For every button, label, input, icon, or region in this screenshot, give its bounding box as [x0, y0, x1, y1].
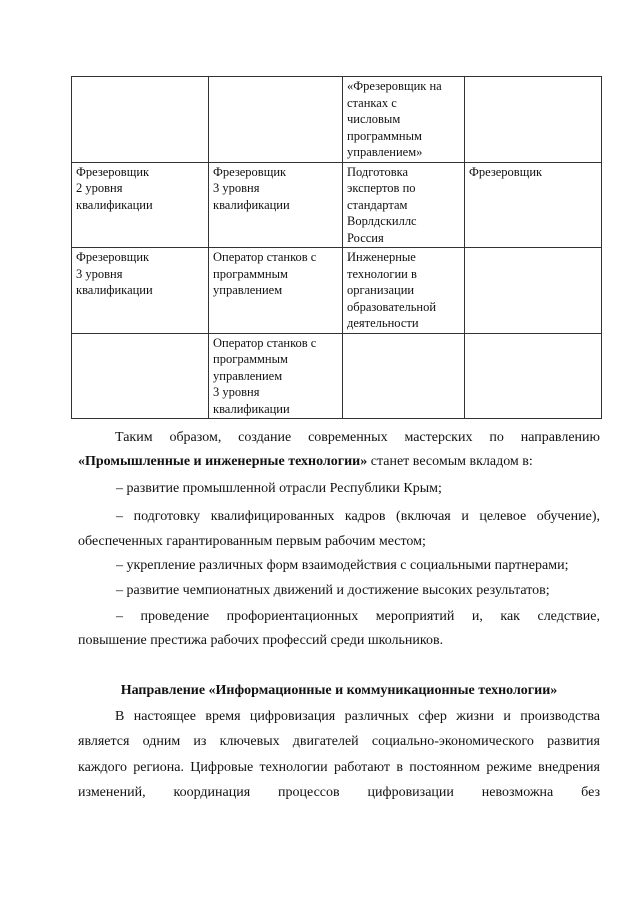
- table-row: [72, 333, 602, 419]
- table-cell: [343, 248, 465, 334]
- cell-line: Оператор станков с: [213, 335, 317, 350]
- table-cell: [343, 77, 465, 163]
- table-cell: [465, 162, 602, 248]
- table-row: [72, 162, 602, 248]
- table-cell: [343, 162, 465, 248]
- bullet-item: – укрепление различных форм взаимодействия с социальными партнерами;: [116, 558, 569, 573]
- cell-line: управлением»: [347, 145, 423, 159]
- table-cell: [209, 333, 343, 419]
- table-cell: [209, 162, 343, 248]
- cell-line: Фрезеровщик: [213, 164, 287, 179]
- cell-line: управлением: [213, 283, 283, 297]
- cell-line: 3 уровня: [213, 385, 260, 399]
- cell-line: квалификации: [76, 283, 153, 297]
- table-cell: [72, 248, 209, 334]
- table-cell: [72, 333, 209, 419]
- table-cell: [72, 162, 209, 248]
- table-cell: [72, 77, 209, 163]
- paragraph-line: В настоящее время цифровизация различных сфер жизни и производства: [115, 709, 600, 724]
- bullet-continuation: обеспеченных гарантированным первым рабочим местом;: [78, 534, 426, 549]
- bullet-item: – развитие промышленной отрасли Республики Крым;: [116, 481, 442, 496]
- bullet-item: – подготовку квалифицированных кадров (включая и целевое обучение),: [116, 509, 600, 524]
- cell-line: квалификации: [213, 197, 290, 212]
- bullet-continuation: повышение престижа рабочих профессий среди школьников.: [78, 633, 444, 648]
- cell-line: программным: [213, 266, 288, 281]
- paragraph-line: каждого региона. Цифровые технологии работают в постоянном режиме внедрения: [78, 760, 600, 775]
- cell-line: Фрезеровщик: [76, 250, 150, 264]
- qualification-table: [71, 76, 602, 419]
- cell-line: организации: [347, 283, 415, 297]
- cell-line: квалификации: [213, 401, 290, 416]
- table-row: [72, 248, 602, 334]
- bullet-item: – проведение профориентационных мероприятий и, как следствие,: [116, 609, 600, 624]
- cell-line: квалификации: [76, 197, 153, 212]
- cell-line: Россия: [347, 230, 384, 245]
- paragraph-fragment: станет весомым вкладом в:: [367, 454, 533, 469]
- cell-line: управлением: [213, 368, 283, 383]
- paragraph-line: изменений, координация процессов цифровизации невозможна без: [78, 785, 600, 800]
- table-cell: [209, 77, 343, 163]
- cell-line: 3 уровня: [76, 266, 123, 281]
- cell-line: деятельности: [347, 316, 419, 330]
- paragraph-line: [78, 450, 600, 474]
- section-heading: Направление «Информационные и коммуникационные технологии»: [120, 683, 558, 698]
- table-cell: [465, 248, 602, 334]
- cell-line: технологии в: [347, 266, 417, 281]
- table-cell: [465, 333, 602, 419]
- cell-line: Фрезеровщик: [469, 164, 543, 179]
- cell-line: образовательной: [347, 299, 437, 314]
- cell-line: стандартам: [347, 197, 408, 212]
- cell-line: 2 уровня: [76, 181, 123, 195]
- bold-phrase: «Промышленные и инженерные технологии»: [78, 454, 368, 469]
- cell-line: Фрезеровщик: [76, 164, 150, 179]
- table-cell: [343, 333, 465, 419]
- cell-line: программным: [347, 128, 422, 143]
- table-row: [72, 77, 602, 163]
- cell-line: числовым: [347, 112, 401, 126]
- cell-line: «Фрезеровщик на: [347, 79, 442, 93]
- cell-line: Инженерные: [347, 250, 416, 264]
- cell-line: станках с: [347, 95, 397, 110]
- paragraph-line: Таким образом, создание современных мастерских по направлению: [115, 430, 600, 445]
- cell-line: Оператор станков с: [213, 250, 317, 264]
- cell-line: программным: [213, 352, 288, 366]
- table-cell: [465, 77, 602, 163]
- cell-line: экспертов по: [347, 181, 416, 195]
- paragraph-line: является одним из ключевых двигателей социально-экономического развития: [78, 734, 600, 749]
- cell-line: Подготовка: [347, 164, 409, 179]
- bullet-item: – развитие чемпионатных движений и достижение высоких результатов;: [116, 583, 550, 598]
- table-cell: [209, 248, 343, 334]
- cell-line: 3 уровня: [213, 181, 260, 195]
- cell-line: Ворлдскиллс: [347, 214, 417, 228]
